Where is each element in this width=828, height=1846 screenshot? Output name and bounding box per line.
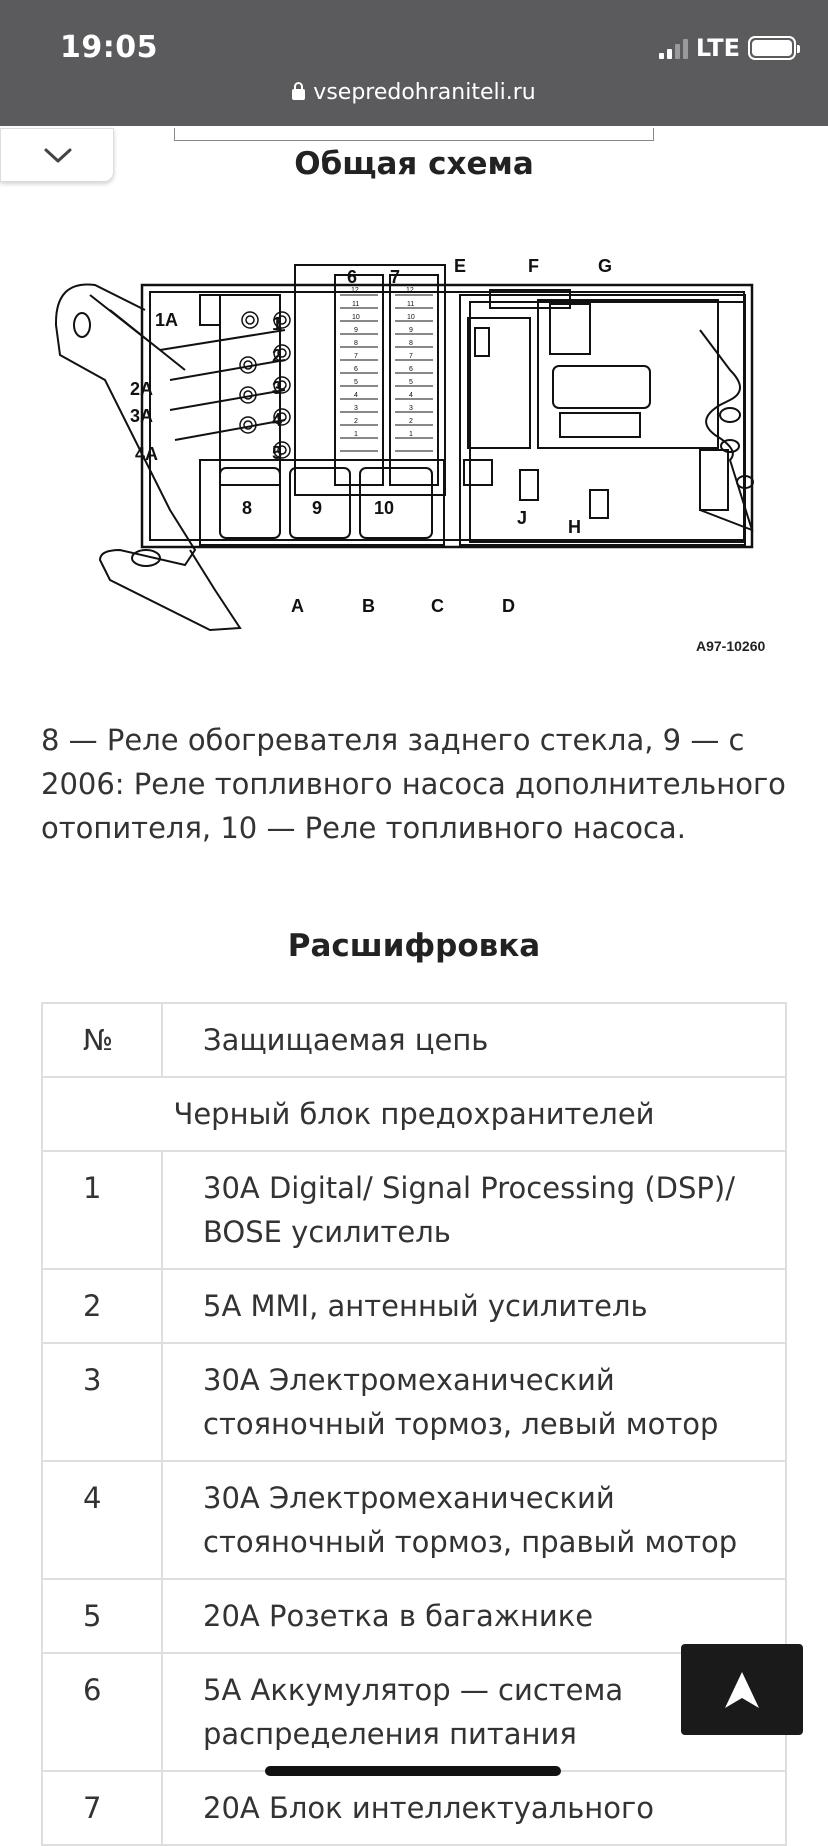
slot-number: 5 [409,379,413,386]
slot-number: 3 [409,405,413,412]
header-num: № [42,1003,162,1077]
row-num: 4 [42,1461,162,1579]
arrow-up-icon [723,1670,761,1710]
table-row [42,1579,786,1653]
url-text: vsepredohraniteli.ru [313,80,536,105]
table-row [42,1461,786,1579]
slot-number: 7 [409,353,413,360]
slot-number: 10 [407,314,415,321]
slot-number: 7 [354,353,358,360]
fuse-box-diagram [50,250,780,660]
row-num: 2 [42,1269,162,1343]
status-time: 19:05 [60,30,158,65]
row-text: 20A Блок интеллектуального [162,1771,786,1845]
slot-number: 11 [352,301,360,308]
diag-label-1a: 1A [155,310,179,330]
diag-label-f: F [528,256,539,276]
diag-label-g: G [598,256,613,276]
diag-label-4: 4 [272,410,283,430]
url-bar[interactable] [0,80,828,105]
group-label: Черный блок предохранителей [42,1077,786,1151]
row-num: 1 [42,1151,162,1269]
status-bar [0,0,828,126]
diag-label-3: 3 [272,378,283,398]
status-indicators [659,34,796,62]
slot-number: 4 [354,392,358,399]
diag-label-8: 8 [242,498,253,518]
scroll-to-top-button[interactable] [681,1644,803,1735]
table-row [42,1151,786,1269]
diag-label-2: 2 [272,346,283,366]
diag-label-j: J [517,508,528,528]
table-header-row [42,1003,786,1077]
slot-number: 1 [409,431,413,438]
row-text: 5A MMI, антенный усилитель [162,1269,786,1343]
diag-label-h: H [568,517,581,537]
row-num: 3 [42,1343,162,1461]
slot-number: 5 [354,379,358,386]
header-circuit: Защищаемая цепь [162,1003,786,1077]
slot-number: 6 [354,366,358,373]
slot-number: 10 [352,314,360,321]
row-text: 30A Digital/ Signal Processing (DSP)/ BOSE усилитель [162,1151,786,1269]
row-text: 30A Электромеханический стояночный тормоз, правый мотор [162,1461,786,1579]
slot-number: 12 [406,287,414,294]
row-text: 5A Аккумулятор — система распределения питания [162,1653,786,1771]
divider [174,128,654,141]
slot-number: 8 [409,340,413,347]
row-text: 20A Розетка в багажнике [162,1579,786,1653]
diag-label-1: 1 [272,314,283,334]
slot-number: 1 [354,431,358,438]
home-indicator[interactable] [265,1766,561,1776]
slot-number: 3 [354,405,358,412]
diag-label-6: 6 [347,267,358,287]
section-title: Общая схема [294,146,534,182]
table-row [42,1343,786,1461]
slot-number: 2 [409,418,413,425]
diagram-code: A97-10260 [696,638,766,654]
diag-label-10: 10 [374,498,395,518]
diag-label-d: D [502,596,515,616]
slot-number: 11 [407,301,415,308]
diagram-description: 8 — Реле обогревателя заднего стекла, 9 — с 2006: Реле топливного насоса дополнительного отопителя, 10 — Реле топливного насоса. [41,723,786,845]
diag-label-9: 9 [312,498,323,518]
signal-icon [659,37,688,59]
slot-number: 2 [354,418,358,425]
diag-label-4a: 4A [135,444,159,464]
fuse-table [41,1002,787,1846]
diag-label-5: 5 [272,443,283,463]
table-group-row [42,1077,786,1151]
diag-label-e: E [454,256,467,276]
diag-label-7: 7 [390,267,401,287]
lock-icon [292,89,305,100]
row-text: 30A Электромеханический стояночный тормоз, левый мотор [162,1343,786,1461]
diag-label-2a: 2A [130,379,154,399]
row-num: 5 [42,1579,162,1653]
table-row [42,1269,786,1343]
row-num: 6 [42,1653,162,1771]
slot-number: 8 [354,340,358,347]
table-row [42,1653,786,1771]
slot-number: 12 [351,287,359,294]
slot-number: 4 [409,392,413,399]
diag-label-3a: 3A [130,406,154,426]
row-num: 7 [42,1771,162,1845]
diag-label-c: C [431,596,444,616]
decoding-title: Расшифровка [287,928,541,964]
diag-label-b: B [362,596,375,616]
slot-number: 9 [354,327,358,334]
diag-label-a: A [291,596,304,616]
battery-icon [748,36,796,60]
network-label: LTE [695,34,740,62]
table-row [42,1771,786,1845]
slot-number: 9 [409,327,413,334]
slot-number: 6 [409,366,413,373]
